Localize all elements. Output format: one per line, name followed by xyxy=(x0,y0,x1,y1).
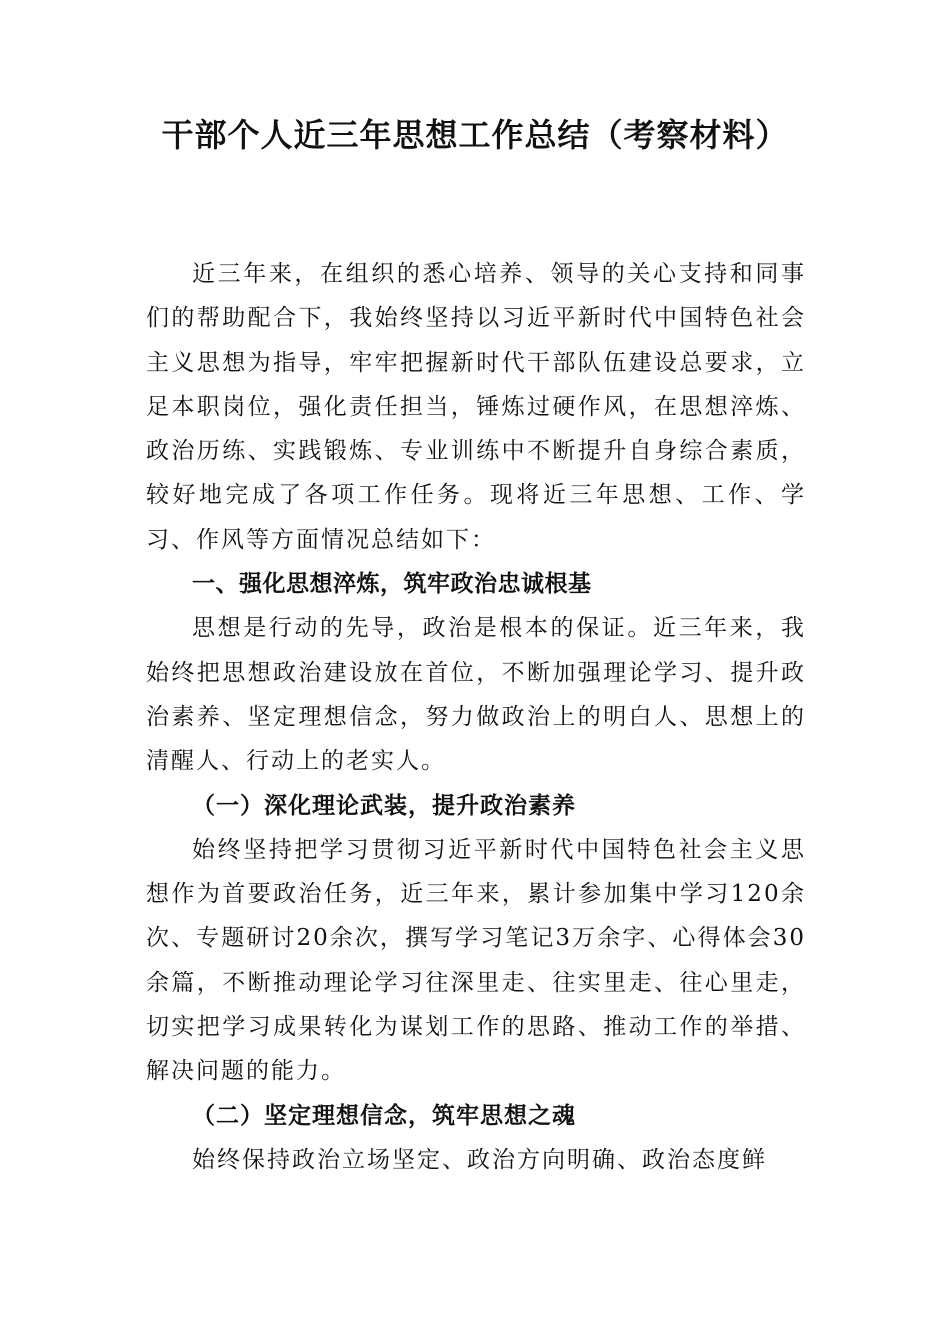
section-1-paragraph: 思想是行动的先导，政治是根本的保证。近三年来，我始终把思想政治建设放在首位，不断加强理论学习、提升政治素养、坚定理想信念，努力做政治上的明白人、思想上的清醒人、行动上的老实人。 xyxy=(146,615,806,775)
document-title: 干部个人近三年思想工作总结（考察材料） xyxy=(161,116,789,154)
subsection-heading-1: （一）深化理论武装，提升政治素养 xyxy=(192,791,576,819)
subsection-heading-2: （二）坚定理想信念，筑牢思想之魂 xyxy=(192,1101,576,1129)
section-heading-1: 一、强化思想淬炼，筑牢政治忠诚根基 xyxy=(192,571,592,598)
document-body xyxy=(146,252,806,1182)
subsection-2-paragraph: 始终保持政治立场坚定、政治方向明确、政治态度鲜 xyxy=(192,1146,767,1173)
subsection-1-paragraph: 始终坚持把学习贯彻习近平新时代中国特色社会主义思想作为首要政治任务，近三年来，累计参加集中学习120余次、专题研讨20余次，撰写学习笔记3万余字、心得体会30余篇，不断推动理论学习往深里走、往实里走、往心里走，切实把学习成果转化为谋划工作的思路、推动工作的举措、解决问题的能力。 xyxy=(146,836,806,1085)
intro-paragraph: 近三年来，在组织的悉心培养、领导的关心支持和同事们的帮助配合下，我始终坚持以习近平新时代中国特色社会主义思想为指导，牢牢把握新时代干部队伍建设总要求，立足本职岗位，强化责任担当，锤炼过硬作风，在思想淬炼、政治历练、实践锻炼、专业训练中不断提升自身综合素质，较好地完成了各项工作任务。现将近三年思想、工作、学习、作风等方面情况总结如下： xyxy=(146,261,806,553)
